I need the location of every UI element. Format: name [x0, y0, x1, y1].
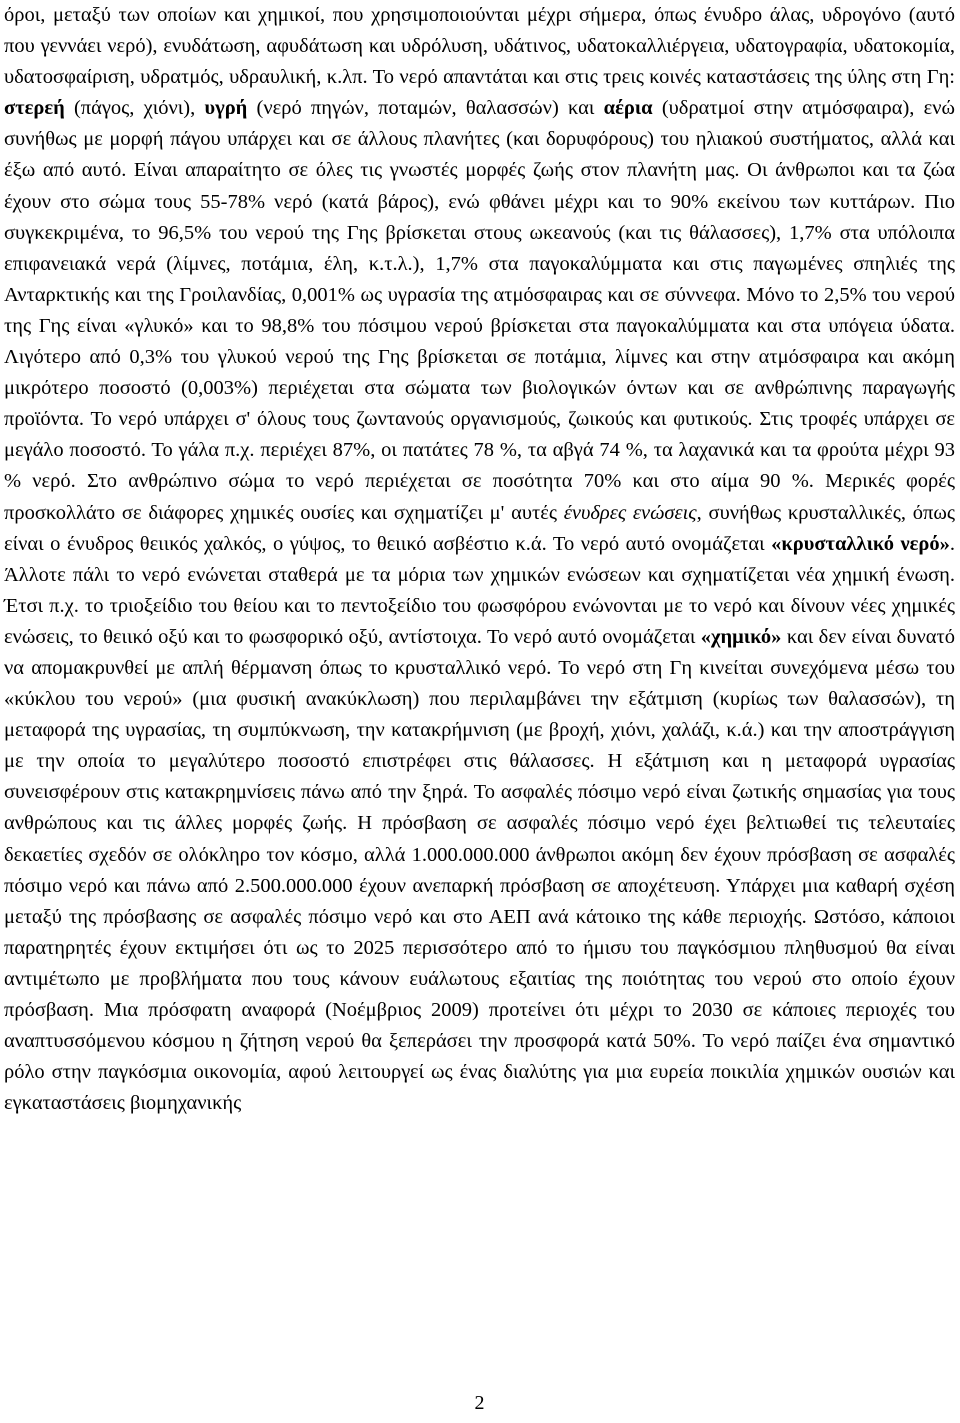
- text-run: (υδρατμοί στην ατμόσφαιρα), ενώ συνήθως με μορφή πάγου υπάρχει και σε άλλους πλανήτες (και δορυφόρους) του ηλιακού συστήματος, αλλά και έξω από αυτό. Είναι απαραίτητο σε όλες τις γνωστές μορφές ζωής στον πλανήτη μας. Οι άνθρωποι και τα ζώα έχουν στο σώμα τους 55-78% νερό (κατά βάρος), ενώ φθάνει μέχρι και το 90% εκείνου των κυττάρων. Πιο συγκεκριμένα, το 96,5% του νερού της Γης βρίσκεται στους ωκεανούς (και τις θάλασσες), 1,7% στα υπόλοιπα επιφανειακά νερά (λίμνες, ποτάμια, έλη, κ.τ.λ.), 1,7% στα παγοκαλύμματα και στις παγωμένες σπηλιές της Ανταρκτικής και της Γροιλανδίας, 0,001% ως υγρασία της ατμόσφαιρας και σε σύννεφα. Μόνο το 2,5% του νερού της Γης είναι «γλυκό» και το 98,8% του πόσιμου νερού βρίσκεται στα παγοκαλύμματα και στα υπόγεια ύδατα. Λιγότερο από 0,3% του γλυκού νερού της Γης βρίσκεται σε ποτάμια, λίμνες και στην ατμόσφαιρα και ακόμη μικρότερο ποσοστό (0,003%) περιέχεται στα σώματα των βιολογικών όντων και σε ανθρώπινης παραγωγής προϊόντα. Το νερό υπάρχει σ' όλους τους ζωντανούς οργανισμούς, ζωικούς και φυτικούς. Στις τροφές υπάρχει σε μεγάλο ποσοστό. Το γάλα π.χ. περιέχει 87%, οι πατάτες 78 %, τα αβγά 74 %, τα λαχανικά και τα φρούτα μέχρι 93 % νερό. Στο ανθρώπινο σώμα το νερό περιέχεται σε ποσότητα 70% και στο αίμα 90 %. Μερικές φορές προσκολλάτο σε διάφορες χημικές ουσίες και σχηματίζει μ' αυτές: [4, 97, 955, 524]
- bold-term: «χημικό»: [700, 625, 782, 648]
- bold-term: αέρια: [603, 97, 653, 120]
- document-page: [4, 0, 955, 1423]
- text-run: . Άλλοτε πάλι το νερό ενώνεται σταθερά με τα μόρια των χημικών ενώσεων και σχηματίζεται νέα χημική ένωση. Έτσι π.χ. το τριοξείδιο του θείου και το πεντοξείδιο του φωσφόρου ενώνονται με το νερό και δίνουν νέες χημικές ενώσεις, το θειικό οξύ και το φωσφορικό οξύ, αντίστοιχα. Το νερό αυτό ονομάζεται: [4, 532, 955, 648]
- italic-term: ένυδρες ενώσεις: [563, 501, 697, 524]
- page-number: 2: [474, 1392, 485, 1414]
- text-run: και δεν είναι δυνατό να απομακρυνθεί με απλή θέρμανση όπως το κρυσταλλικό νερό. Το νερό στη Γη κινείται συνεχόμενα μέσω του «κύκλου του νερού» (μια φυσική ανακύκλωση) που περιλαμβάνει την εξάτμιση (κυρίως των θαλασσών), τη μεταφορά της υγρασίας, τη συμπύκνωση, την κατακρήμνιση (με βροχή, χιόνι, χαλάζι, κ.ά.) και την αποστράγγιση με την οποία το μεγαλύτερο ποσοστό επιστρέφει στις θάλασσες. Η εξάτμιση και η μεταφορά υγρασίας συνεισφέρουν στις κατακρημνίσεις πάνω από την ξηρά. Το ασφαλές πόσιμο νερό είναι ζωτικής σημασίας για τους ανθρώπους και τις άλλες μορφές ζωής. Η πρόσβαση σε ασφαλές πόσιμο νερό έχει βελτιωθεί τις τελευταίες δεκαετίες σχεδόν σε ολόκληρο τον κόσμο, αλλά 1.000.000.000 άνθρωποι ακόμη δεν έχουν πρόσβαση σε ασφαλές πόσιμο νερό και πάνω από 2.500.000.000 έχουν ανεπαρκή πρόσβαση σε αποχέτευση. Υπάρχει μια καθαρή σχέση μεταξύ της πρόσβασης σε ασφαλές πόσιμο νερό και στο ΑΕΠ ανά κάτοικο της κάθε περιοχής. Ωστόσο, κάποιοι παρατηρητές έχουν εκτιμήσει ότι ως το 2025 περισσότερο από το ήμισυ του παγκόσμιου πληθυσμού θα είναι αντιμέτωπο με προβλήματα που τους κάνουν ευάλωτους εξαιτίας της ποιότητας του νερού στο οποίο έχουν πρόσβαση. Μια πρόσφατη αναφορά (Νοέμβριος 2009) προτείνει ότι μέχρι το 2030 σε κάποιες περιοχές του αναπτυσσόμενου κόσμου η ζήτηση νερού θα ξεπεράσει την προσφορά κατά 50%. Το νερό παίζει ένα σημαντικό ρόλο στην παγκόσμια οικονομία, αφού λειτουργεί ως ένας διαλύτης για μια ευρεία ποικιλία χημικών ουσιών και εγκαταστάσεις βιομηχανικής: [4, 625, 955, 1115]
- bold-term: στερεή: [4, 97, 65, 120]
- text-run: όροι, μεταξύ των οποίων και χημικοί, που χρησιμοποιούνται μέχρι σήμερα, όπως ένυδρο άλας, υδρογόνο (αυτό που γεννάει νερό), ενυδάτωση, αφυδάτωση και υδρόλυση, υδάτινος, υδατοκαλλιέργεια, υδατογραφία, υδατοκομία, υδατοσφαίριση, υδρατμός, υδραυλική, κ.λπ. Το νερό απαντάται και στις τρεις κοινές καταστάσεις της ύλης στη Γη:: [4, 4, 955, 89]
- bold-term: «κρυσταλλικό νερό»: [771, 532, 950, 555]
- body-paragraph: [4, 0, 955, 1119]
- text-run: (πάγος, χιόνι),: [64, 97, 205, 120]
- text-run: , συνήθως κρυσταλλικές, όπως είναι ο ένυδρος θειικός χαλκός, ο γύψος, το θειικό ασβέστιο κ.ά. Το νερό αυτό ονομάζεται: [4, 501, 955, 555]
- text-run: (νερό πηγών, ποταμών, θαλασσών) και: [247, 97, 604, 120]
- bold-term: υγρή: [204, 97, 248, 120]
